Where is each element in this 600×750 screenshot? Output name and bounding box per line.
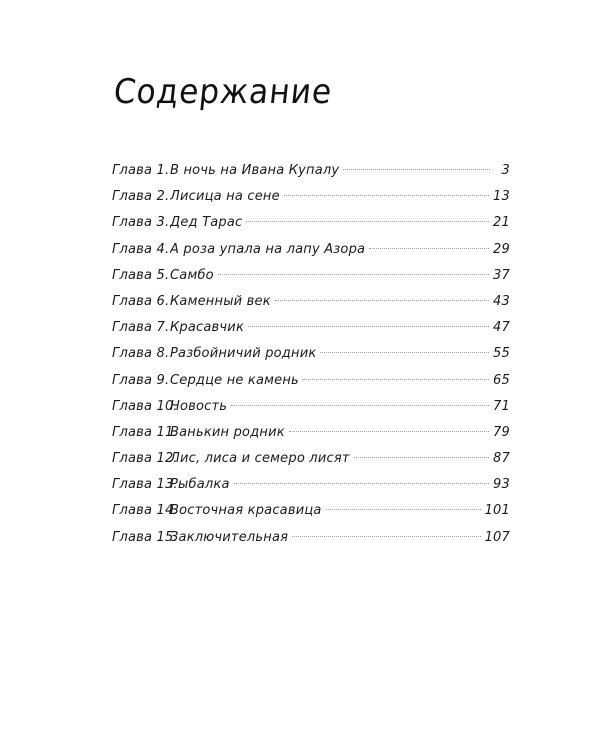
toc-entry[interactable] [112, 498, 510, 524]
chapter-number: Глава 11. [112, 424, 178, 440]
chapter-title: А роза упала на лапу Азора [170, 241, 366, 257]
chapter-number: Глава 14. [112, 503, 178, 519]
chapter-title: Заключительная [170, 529, 289, 545]
toc-entry[interactable] [112, 315, 510, 341]
toc-entry[interactable] [112, 446, 510, 472]
page-number: 93 [493, 477, 510, 493]
chapter-title: Ванькин родник [170, 424, 285, 440]
chapter-number: Глава 7. [112, 320, 170, 336]
chapter-number: Глава 12. [112, 451, 178, 467]
dot-leader [284, 195, 489, 196]
page-number: 47 [493, 320, 510, 336]
dot-leader [292, 536, 480, 537]
chapter-number: Глава 2. [112, 189, 170, 205]
dot-leader [231, 405, 489, 406]
chapter-title: Дед Тарас [170, 215, 243, 231]
chapter-title: В ночь на Ивана Купалу [170, 163, 340, 178]
chapter-number: Глава 9. [112, 372, 170, 388]
dot-leader [354, 457, 489, 458]
dot-leader [246, 221, 489, 222]
dot-leader [289, 431, 489, 432]
toc-entry[interactable] [112, 237, 510, 263]
toc-entry[interactable] [112, 420, 510, 446]
table-of-contents [112, 158, 510, 551]
dot-leader [275, 300, 489, 301]
chapter-number: Глава 5. [112, 267, 170, 283]
dot-leader [320, 352, 489, 353]
page-title: Содержание [111, 72, 335, 112]
dot-leader [303, 379, 489, 380]
page-number: 3 [501, 163, 510, 178]
dot-leader [369, 248, 489, 249]
chapter-title: Лисица на сене [170, 189, 280, 205]
chapter-title: Рыбалка [170, 477, 230, 493]
toc-entry[interactable] [112, 368, 510, 394]
chapter-number: Глава 15. [112, 529, 178, 545]
chapter-number: Глава 4. [112, 241, 170, 257]
chapter-number: Глава 6. [112, 293, 170, 309]
chapter-title: Каменный век [170, 293, 271, 309]
page-number: 79 [493, 424, 510, 440]
toc-entry[interactable] [112, 289, 510, 315]
toc-entry[interactable] [112, 263, 510, 289]
page-number: 21 [493, 215, 510, 231]
toc-entry[interactable] [112, 472, 510, 498]
chapter-title: Красавчик [170, 320, 245, 336]
page-number: 13 [493, 189, 510, 205]
toc-entry[interactable] [112, 158, 510, 184]
chapter-title: Восточная красавица [170, 503, 322, 519]
chapter-title: Новость [170, 398, 228, 414]
page-number: 55 [493, 346, 510, 362]
chapter-number: Глава 10. [112, 398, 178, 414]
chapter-number: Глава 13. [112, 477, 178, 493]
page-number: 101 [484, 503, 510, 519]
page-number: 29 [493, 241, 510, 257]
chapter-number: Глава 1. [112, 163, 170, 178]
page-number: 37 [493, 267, 510, 283]
page-number: 43 [493, 293, 510, 309]
dot-leader [343, 169, 490, 170]
page-number: 107 [484, 529, 510, 545]
chapter-title: Лис, лиса и семеро лисят [170, 451, 350, 467]
page-number: 65 [493, 372, 510, 388]
chapter-title: Самбо [170, 267, 214, 283]
toc-entry[interactable] [112, 210, 510, 236]
dot-leader [326, 509, 481, 510]
chapter-number: Глава 3. [112, 215, 170, 231]
dot-leader [248, 326, 489, 327]
toc-entry[interactable] [112, 341, 510, 367]
dot-leader [218, 274, 489, 275]
toc-entry[interactable] [112, 394, 510, 420]
toc-entry[interactable] [112, 184, 510, 210]
toc-entry[interactable] [112, 525, 510, 551]
page-number: 87 [493, 451, 510, 467]
dot-leader [234, 483, 489, 484]
chapter-number: Глава 8. [112, 346, 170, 362]
chapter-title: Сердце не камень [170, 372, 299, 388]
chapter-title: Разбойничий родник [170, 346, 317, 362]
page-number: 71 [493, 398, 510, 414]
